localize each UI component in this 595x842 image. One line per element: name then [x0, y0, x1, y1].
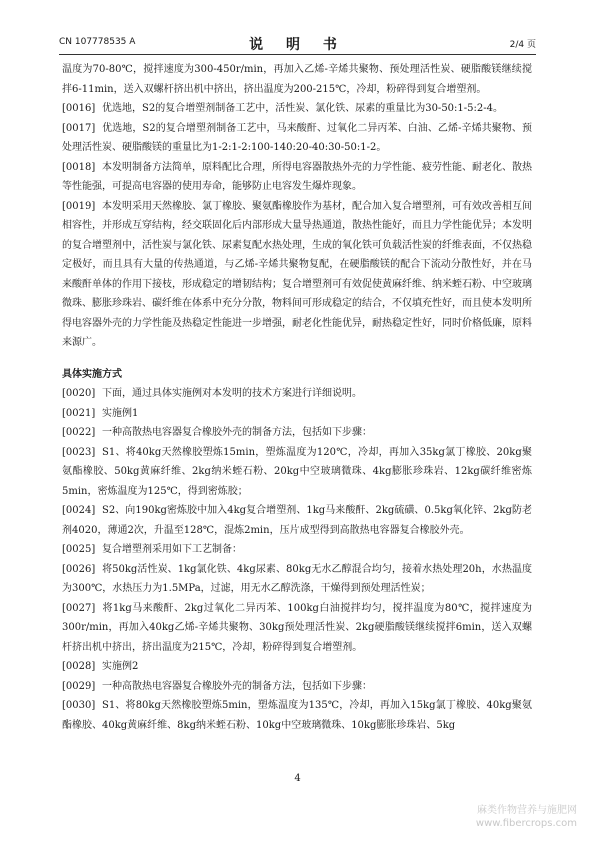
paragraph-0030: [0030] S1、将80kg天然橡胶塑炼5min，塑炼温度为135℃，冷却，再加入15kg氯丁橡胶、40kg聚氨酯橡胶、40kg黄麻纤维、8kg纳米蛭石粉、10kg中空玻璃微珠、10kg膨胀珍珠岩、5kg	[62, 700, 532, 731]
paragraph-0017: [0017] 优选地，S2的复合增塑剂制备工艺中，马来酸酐、过氧化二异丙苯、白油、乙烯-辛烯共聚物、预处理活性炭、硬脂酸镁的重量比为1-2:1-2:100-140:20-40:30-50:1-2。	[62, 122, 532, 153]
paragraph-0018: [0018] 本发明制备方法简单，原料配比合理，所得电容器散热外壳的力学性能、疲劳性能、耐老化、散热等性能强，可提高电容器的使用寿命，能够防止电容发生爆炸现象。	[62, 161, 532, 192]
patent-number: CN 107778535 A	[59, 37, 136, 47]
paragraph-0024: [0024] S2、向190kg密炼胶中加入4kg复合增塑剂、1kg马来酸酐、2kg硫磺、0.5kg氧化锌、2kg防老剂4020，薄通2次，升温至128℃，混炼2min，压片成型得到高散热电容器复合橡胶外壳。	[62, 505, 532, 536]
paragraph-0016: [0016] 优选地，S2的复合增塑剂制备工艺中，活性炭、氯化铁、尿素的重量比为30-50:1-5:2-4。	[62, 103, 503, 114]
watermark-line-1: 麻类作物营养与施肥网	[477, 805, 577, 816]
watermark-line-2: www.fibercrops.com	[475, 818, 577, 829]
document-body	[62, 60, 532, 735]
paragraph-0025: [0025] 复合增塑剂采用如下工艺制备：	[62, 544, 242, 555]
paragraph-0019: [0019] 本发明采用天然橡胶、氯丁橡胶、聚氨酯橡胶作为基材，配合加入复合增塑剂，可有效改善相互间相容性，并形成互穿结构，经交联固化后内部形成大量导热通道，散热性能好，而且力学性能优异；本发明的复合增塑剂中，活性炭与氯化铁、尿素复配水热处理，生成的氧化铁可负载活性炭的纤维表面，不仅热稳定极好，而且具有大量的传热通道，与乙烯-辛烯共聚物复配，在硬脂酸镁的配合下流动分散性好，并在马来酸酐单体的作用下接枝，形成稳定的增韧结构；复合增塑剂可有效促使黄麻纤维、纳米蛭石粉、中空玻璃微珠、膨胀珍珠岩、碳纤维在体系中充分分散，物料间可形成稳定的结合，不仅填充性好，而且使本发明所得电容器外壳的力学性能及热稳定性能进一步增强，耐老化性能优异，耐热稳定性好，同时价格低廉，原料来源广。	[62, 200, 532, 348]
watermark	[476, 804, 577, 830]
paragraph-0020: [0020] 下面，通过具体实施例对本发明的技术方案进行详细说明。	[62, 388, 362, 399]
section-heading: 具体实施方式	[62, 368, 122, 380]
document-title: 说 明 书	[249, 37, 346, 53]
paragraph-0021: [0021] 实施例1	[62, 407, 139, 419]
header-rule	[59, 54, 536, 55]
paragraph-0028: [0028] 实施例2	[62, 661, 139, 672]
page-number: 4	[294, 773, 301, 784]
paragraph-continued: 温度为70-80℃，搅拌速度为300-450r/min，再加入乙烯-辛烯共聚物、预处理活性炭、硬脂酸镁继续搅拌6-11min，送入双螺杆挤出机中挤出，挤出温度为200-215℃，冷却，粉碎得到复合增塑剂。	[62, 64, 532, 95]
page-header	[59, 34, 536, 54]
paragraph-0026: [0026] 将50kg活性炭、1kg氯化铁、4kg尿素、80kg无水乙醇混合均匀，接着水热处理20h，水热温度为300℃，水热压力为1.5MPa，过滤，用无水乙醇洗涤，干燥得到预处理活性炭；	[62, 563, 532, 594]
paragraph-0022: [0022] 一种高散热电容器复合橡胶外壳的制备方法，包括如下步骤：	[62, 427, 372, 438]
paragraph-0023: [0023] S1、将40kg天然橡胶塑炼15min，塑炼温度为120℃，冷却，再加入35kg氯丁橡胶、20kg聚氨酯橡胶、50kg黄麻纤维、2kg纳米蛭石粉、20kg中空玻璃微珠、4kg膨胀珍珠岩、12kg碳纤维密炼5min，密炼温度为125℃，得到密炼胶；	[62, 446, 532, 497]
paragraph-0029: [0029] 一种高散热电容器复合橡胶外壳的制备方法，包括如下步骤：	[62, 680, 372, 692]
page-indicator: 2/4 页	[509, 40, 536, 50]
paragraph-0027: [0027] 将1kg马来酸酐、2kg过氧化二异丙苯、100kg白油搅拌均匀，搅拌温度为80℃，搅拌速度为300r/min，再加入40kg乙烯-辛烯共聚物、30kg预处理活性炭、2kg硬脂酸镁继续搅拌6min，送入双螺杆挤出机中挤出，挤出温度为215℃，冷却，粉碎得到复合增塑剂。	[62, 602, 532, 653]
